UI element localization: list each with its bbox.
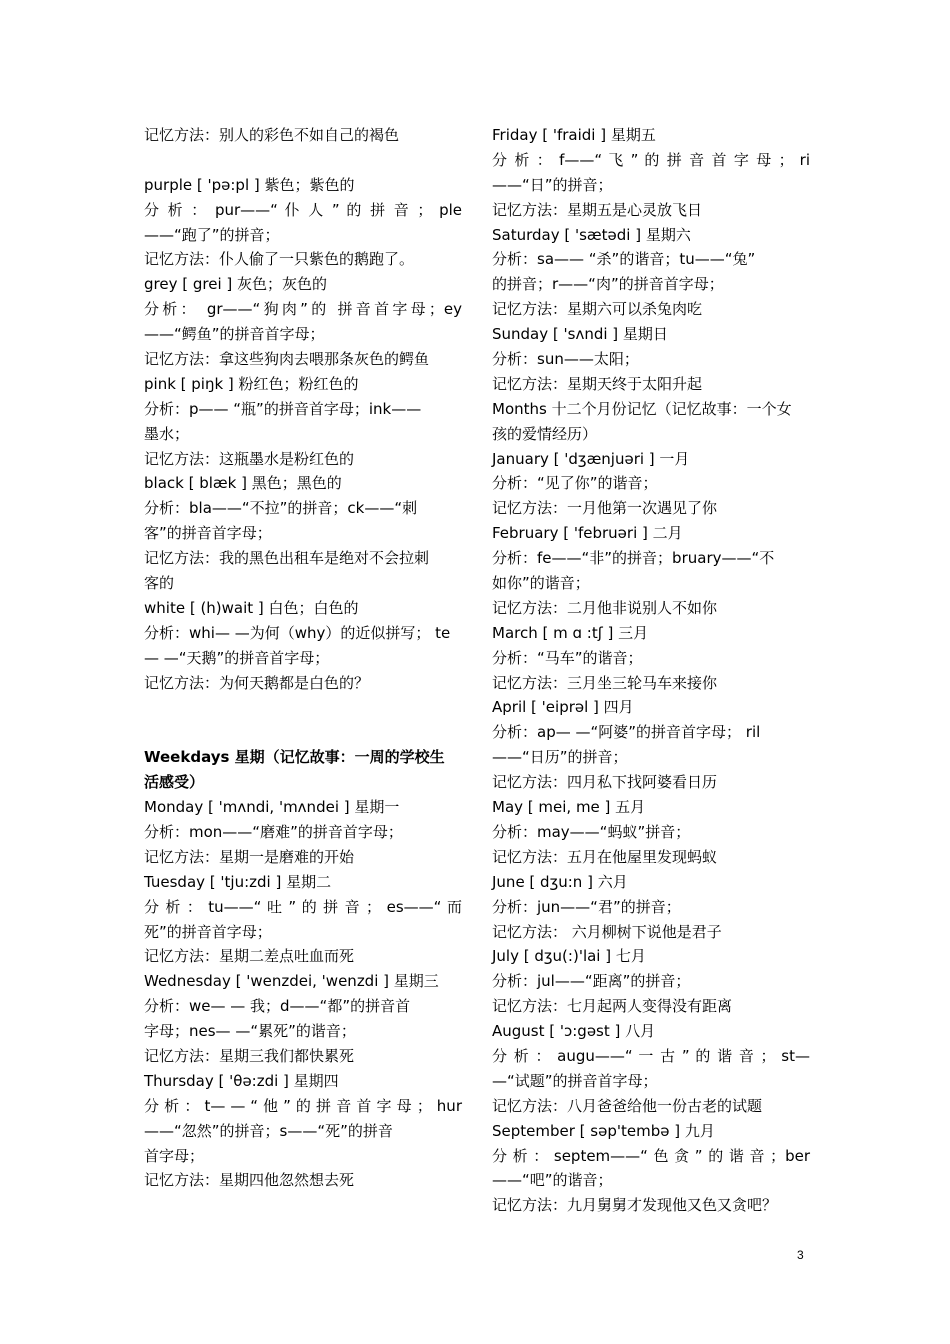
text-line: 记忆方法：星期一是磨难的开始: [144, 847, 355, 866]
text-line: Friday [ 'fraidi ] 星期五: [492, 126, 656, 144]
text-line: 记忆方法：别人的彩色不如自己的褐色: [144, 126, 400, 144]
text-line: July [ dʒu(:)'lai ] 七月: [492, 947, 646, 966]
text-line: 记忆方法：二月他非说别人不如你: [492, 598, 718, 617]
text-line: 记忆方法：星期天终于太阳升起: [492, 374, 703, 393]
text-line: purple [ 'pə:pl ] 紫色；紫色的: [144, 175, 355, 194]
text-line: 字母；nes— —“累死”的谐音；: [144, 1022, 356, 1041]
text-line: Tuesday [ 'tju:zdi ] 星期二: [144, 872, 332, 891]
text-line: 分析：p—— “瓶”的拼音首字母；ink——: [144, 399, 422, 418]
text-line: ——“日历”的拼音；: [492, 748, 628, 767]
text-line: September [ səp'tembə ] 九月: [492, 1121, 715, 1140]
text-line: 分 析 ： t— — “ 他 ” 的 拼 音 首 字 母 ； hur: [144, 1096, 462, 1115]
text-line: grey [ grei ] 灰色；灰色的: [144, 275, 327, 294]
text-line: 分析：whi— —为何（why）的近似拼写； te: [144, 623, 451, 642]
text-line: 记忆方法：五月在他屋里发现蚂蚁: [492, 847, 718, 866]
text-line: white [ (h)wait ] 白色；白色的: [144, 598, 359, 617]
text-line: 记忆方法：星期六可以杀兔肉吃: [492, 300, 703, 319]
text-line: 分析：fe——“非”的拼音；bruary——“不: [492, 549, 775, 568]
text-line: 如你”的谐音；: [492, 574, 590, 593]
text-line: 分析：ap— —“阿婆”的拼音首字母； ril: [492, 723, 761, 742]
blank-line: [144, 720, 462, 745]
text-line: Wednesday [ 'wenzdei, 'wenzdi ] 星期三: [144, 972, 439, 991]
text-line: black [ blæk ] 黑色；黑色的: [144, 474, 342, 493]
text-line: 记忆方法：三月坐三轮马车来接你: [492, 673, 718, 692]
text-line: 记忆方法：星期五是心灵放飞日: [492, 200, 703, 219]
text-line: Weekdays 星期（记忆故事：一周的学校生: [144, 748, 445, 767]
text-line: ——“日”的拼音；: [492, 175, 613, 194]
text-line: 分析：we— — 我；d——“都”的拼音首: [144, 997, 411, 1016]
text-line: 分析：“马车”的谐音；: [492, 648, 643, 667]
text-line: August [ 'ɔ:gəst ] 八月: [492, 1022, 656, 1041]
text-line: 记忆方法：这瓶墨水是粉红色的: [144, 449, 355, 468]
text-line: Sunday [ 'sʌndi ] 星期日: [492, 325, 668, 344]
text-line: March [ m ɑ :tʃ ] 三月: [492, 623, 649, 642]
text-line: 分析： gr——“狗肉”的 拼音首字母；ey: [144, 300, 462, 319]
text-line: —“试题”的拼音首字母；: [492, 1071, 658, 1090]
text-line: April [ 'eiprəl ] 四月: [492, 698, 634, 717]
page-number: 3: [797, 1248, 804, 1262]
text-line: 记忆方法：为何天鹅都是白色的？: [144, 673, 370, 692]
text-line: 记忆方法：星期三我们都快累死: [144, 1046, 355, 1065]
text-line: 分 析 ： tu——“ 吐 ” 的 拼 音 ； es——“ 而: [144, 897, 462, 916]
text-line: 客”的拼音首字母；: [144, 524, 272, 543]
text-line: 记忆方法： 六月柳树下说他是君子: [492, 922, 722, 941]
text-line: June [ dʒu:n ] 六月: [492, 872, 628, 891]
text-line: 记忆方法：八月爸爸给他一份古老的试题: [492, 1096, 763, 1115]
text-line: 记忆方法：我的黑色出租车是绝对不会拉刺: [144, 549, 430, 568]
text-line: ——“忽然”的拼音；s——“死”的拼音: [144, 1121, 393, 1140]
text-line: 分 析 ： pur——“ 仆 人 ” 的 拼 音 ； ple: [144, 200, 462, 219]
text-line: 记忆方法：星期二差点吐血而死: [144, 947, 355, 966]
blank-line: [144, 695, 462, 720]
left-column: [144, 123, 462, 1193]
text-line: 分析：sun——太阳；: [492, 350, 639, 369]
text-line: 首字母；: [144, 1146, 205, 1165]
text-line: 分析：sa—— “杀”的谐音；tu——“兔”: [492, 250, 756, 269]
text-line: 分析：septem——“色贪”的谐音；ber: [492, 1146, 810, 1165]
text-line: 分析：mon——“磨难”的拼音首字母；: [144, 822, 403, 841]
text-line: Months 十二个月份记忆（记忆故事：一个女: [492, 399, 792, 418]
text-line: May [ mei, me ] 五月: [492, 798, 646, 817]
text-line: January [ 'dʒænjuəri ] 一月: [492, 449, 690, 468]
text-line: 分析：jun——“君”的拼音；: [492, 897, 681, 916]
text-line: 分析：jul——“距离”的拼音；: [492, 972, 691, 991]
text-line: — —“天鹅”的拼音首字母；: [144, 648, 330, 667]
text-line: ——“吧”的谐音；: [492, 1171, 613, 1190]
text-line: February [ 'februəri ] 二月: [492, 524, 683, 543]
text-line: 记忆方法：九月舅舅才发现他又色又贪吧？: [492, 1196, 778, 1215]
text-line: 活感受）: [144, 773, 205, 792]
text-line: 分析：may——“蚂蚁”拼音；: [492, 822, 691, 841]
text-line: ——“跑了”的拼音；: [144, 225, 280, 244]
blank-line: [144, 148, 462, 173]
text-line: 分析：bla——“不拉”的拼音；ck——“刺: [144, 499, 418, 518]
text-line: 记忆方法：拿这些狗肉去喂那条灰色的鳄鱼: [144, 350, 430, 369]
right-column: [492, 123, 810, 1218]
text-line: 分 析 ： f——“ 飞 ” 的 拼 音 首 字 母 ； ri: [492, 150, 810, 169]
text-line: 记忆方法：七月起两人变得没有距离: [492, 997, 733, 1016]
text-line: Monday [ 'mʌndi, 'mʌndei ] 星期一: [144, 798, 400, 817]
text-line: ——“鳄鱼”的拼音首字母；: [144, 325, 325, 344]
text-line: 孩的爱情经历）: [492, 424, 598, 443]
text-line: 的拼音；r——“肉”的拼音首字母；: [492, 275, 724, 294]
text-line: 分析：“见了你”的谐音；: [492, 474, 658, 493]
text-line: 分 析 ： augu——“ 一 古 ” 的 谐 音 ； st—: [492, 1046, 810, 1065]
text-line: 记忆方法：星期四他忽然想去死: [144, 1171, 355, 1190]
text-line: 死”的拼音首字母；: [144, 922, 272, 941]
text-line: 记忆方法：仆人偷了一只紫色的鹅跑了。: [144, 250, 415, 269]
text-line: Saturday [ 'sætədi ] 星期六: [492, 225, 691, 244]
text-line: 记忆方法：一月他第一次遇见了你: [492, 499, 718, 518]
text-line: 客的: [144, 574, 175, 593]
text-line: pink [ piŋk ] 粉红色；粉红色的: [144, 374, 359, 393]
text-line: 记忆方法：四月私下找阿婆看日历: [492, 773, 718, 792]
text-line: Thursday [ 'θə:zdi ] 星期四: [144, 1071, 339, 1090]
text-line: 墨水；: [144, 424, 190, 443]
